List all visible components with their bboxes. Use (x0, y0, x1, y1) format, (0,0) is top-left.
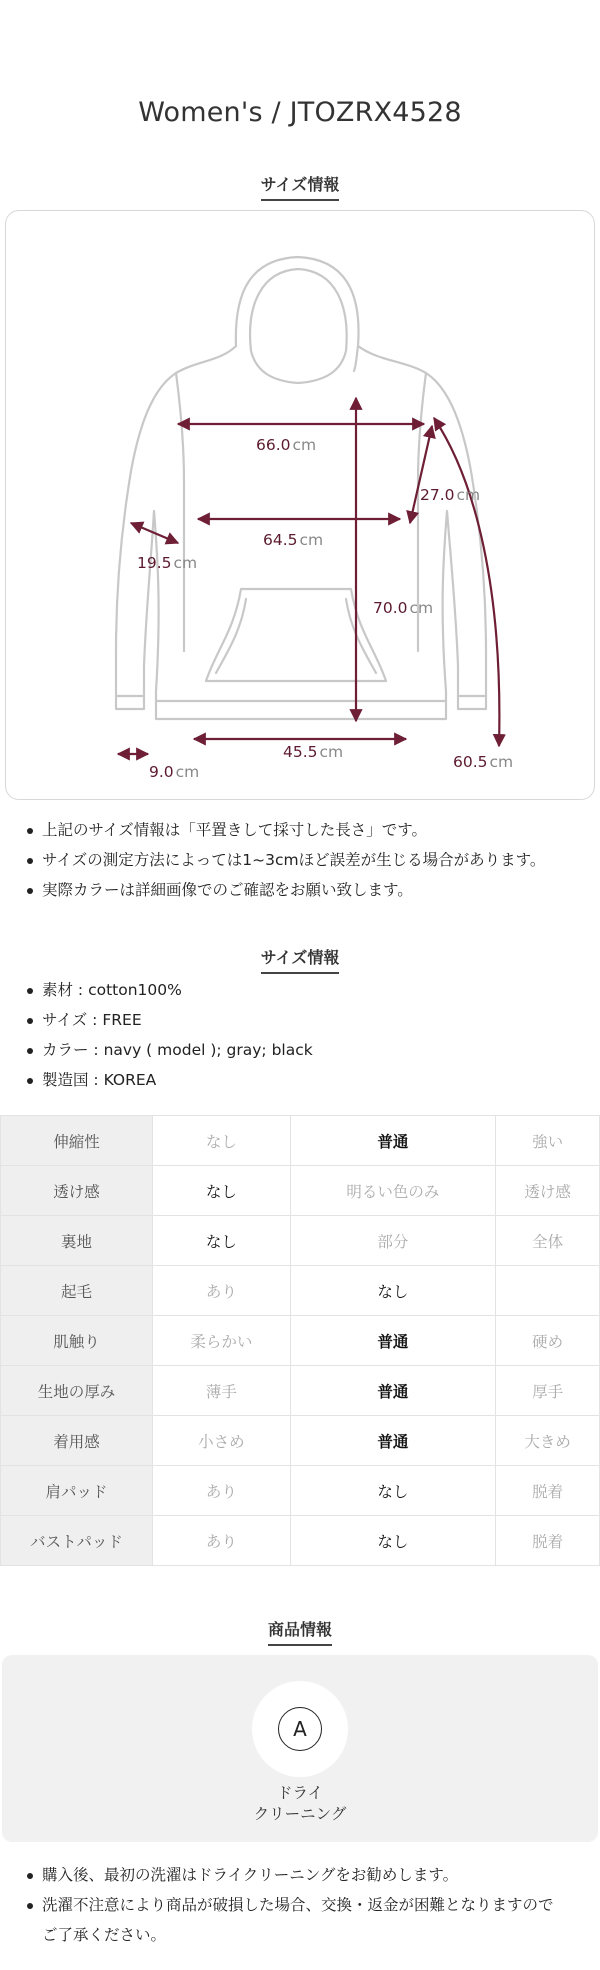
length-measure: 70.0 cm (373, 599, 434, 617)
care-icon-circle (252, 1681, 348, 1777)
attribute-label: 透け感 (1, 1166, 153, 1216)
care-instructions-panel (2, 1655, 598, 1842)
attribute-option: 普通 (290, 1416, 495, 1466)
attribute-option: 小さめ (153, 1416, 291, 1466)
product-info-heading (0, 1617, 600, 1646)
size-note: サイズの測定方法によっては1~3cmほど誤差が生じる場合があります。 (22, 845, 582, 875)
pocket-left-opening (216, 599, 246, 673)
attribute-option (496, 1266, 600, 1316)
spec-color: カラー : navy ( model ); gray; black (22, 1035, 582, 1065)
care-label-line1: ドライ (276, 1784, 324, 1802)
attribute-option: なし (290, 1466, 495, 1516)
size-note: 実際カラーは詳細画像でのご確認をお願い致します。 (22, 875, 582, 905)
attribute-row (1, 1116, 600, 1166)
attribute-option: なし (153, 1116, 291, 1166)
page-title: Women's / JTOZRX4528 (138, 97, 462, 128)
product-note: 購入後、最初の洗濯はドライクリーニングをお勧めします。 (22, 1860, 582, 1890)
attribute-option: あり (153, 1466, 291, 1516)
spec-origin: 製造国 : KOREA (22, 1065, 582, 1095)
attribute-label: 裏地 (1, 1216, 153, 1266)
left-sleeve-seam (176, 373, 184, 651)
product-notes (22, 1860, 582, 1950)
hoodie-illustration (6, 211, 596, 801)
hood-inner (250, 269, 347, 383)
attribute-row (1, 1216, 600, 1266)
size-diagram (5, 210, 595, 800)
hem-measure: 45.5 cm (283, 743, 344, 761)
attribute-label: 起毛 (1, 1266, 153, 1316)
product-note-continued: ご了承ください。 (42, 1926, 167, 1944)
attribute-label: 着用感 (1, 1416, 153, 1466)
attribute-option: 普通 (290, 1316, 495, 1366)
care-label-line2: クリーニング (253, 1805, 347, 1823)
sleeve-upper-measure: 27.0 cm (420, 486, 481, 504)
size-notes (22, 815, 582, 905)
attribute-label: 伸縮性 (1, 1116, 153, 1166)
pocket-outline (206, 589, 386, 681)
size-info-heading-text: サイズ情報 (261, 172, 340, 201)
attribute-option: 普通 (290, 1366, 495, 1416)
spec-list (22, 975, 582, 1095)
attribute-row (1, 1266, 600, 1316)
attribute-option: 強い (496, 1116, 600, 1166)
attribute-row (1, 1316, 600, 1366)
attribute-row (1, 1416, 600, 1466)
attribute-option: 柔らかい (153, 1316, 291, 1366)
attribute-option: 硬め (496, 1316, 600, 1366)
attribute-option: あり (153, 1516, 291, 1566)
attribute-label: 肩パッド (1, 1466, 153, 1516)
chest-measure: 64.5 cm (263, 531, 324, 549)
hood-outline (236, 257, 359, 371)
attribute-option: 脱着 (496, 1516, 600, 1566)
attribute-option: 薄手 (153, 1366, 291, 1416)
shoulder-measure: 66.0 cm (256, 436, 317, 454)
attribute-option: あり (153, 1266, 291, 1316)
spec-heading-text: サイズ情報 (261, 945, 340, 974)
attribute-option: 明るい色のみ (290, 1166, 495, 1216)
attribute-option: なし (153, 1216, 291, 1266)
fabric-attribute-table (0, 1115, 600, 1566)
attribute-option: 透け感 (496, 1166, 600, 1216)
attribute-option: 普通 (290, 1116, 495, 1166)
attribute-option: 厚手 (496, 1366, 600, 1416)
cuff-measure: 9.0 cm (149, 763, 200, 781)
size-info-heading (0, 172, 600, 201)
attribute-option: なし (290, 1516, 495, 1566)
size-note: 上記のサイズ情報は「平置きして採寸した長さ」です。 (22, 815, 582, 845)
armhole-measure: 19.5 cm (137, 554, 198, 572)
product-info-heading-text: 商品情報 (268, 1617, 332, 1646)
attribute-option: なし (153, 1166, 291, 1216)
attribute-row (1, 1366, 600, 1416)
attribute-option: なし (290, 1266, 495, 1316)
attribute-label: 肌触り (1, 1316, 153, 1366)
attribute-option: 大きめ (496, 1416, 600, 1466)
product-note: 洗濯不注意により商品が破損した場合、交換・返金が困難となりますので (22, 1890, 582, 1920)
care-label (2, 1783, 598, 1825)
attribute-label: 生地の厚み (1, 1366, 153, 1416)
attribute-row (1, 1166, 600, 1216)
spec-heading (0, 945, 600, 974)
spec-size: サイズ : FREE (22, 1005, 582, 1035)
sleeve-measure: 60.5 cm (453, 753, 514, 771)
attribute-option: 全体 (496, 1216, 600, 1266)
attribute-label: バストパッド (1, 1516, 153, 1566)
attribute-row (1, 1516, 600, 1566)
attribute-row (1, 1466, 600, 1516)
sleeve-upper-line (410, 426, 432, 523)
attribute-option: 脱着 (496, 1466, 600, 1516)
pocket-right-opening (346, 599, 376, 673)
dry-clean-icon: A (278, 1707, 322, 1751)
spec-material: 素材 : cotton100% (22, 975, 582, 1005)
attribute-option: 部分 (290, 1216, 495, 1266)
